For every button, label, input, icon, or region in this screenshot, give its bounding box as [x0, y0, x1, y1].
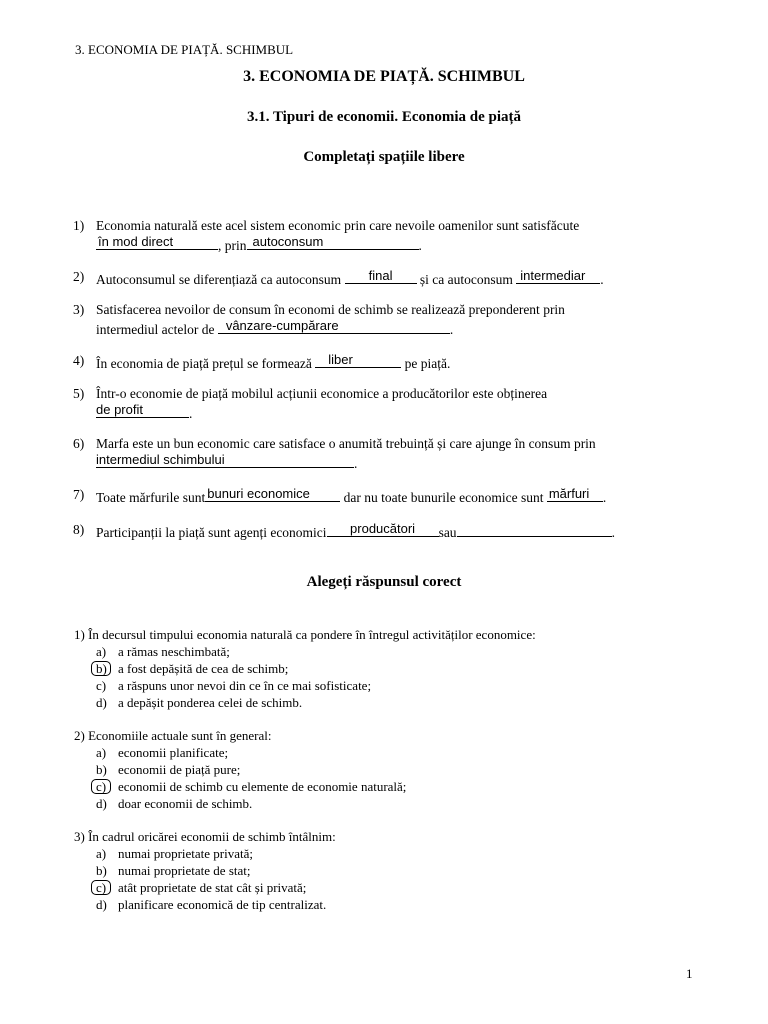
- option-2c[interactable]: c) economii de schimb cu elemente de economie naturală;: [96, 778, 406, 795]
- option-1b[interactable]: b) a fost depășită de cea de schimb;: [96, 660, 288, 677]
- section-subtitle: 3.1. Tipuri de economii. Economia de piață: [246, 109, 522, 125]
- option-1a[interactable]: a) a rămas neschimbată;: [96, 644, 230, 659]
- option-2b[interactable]: b) economii de piață pure;: [96, 762, 241, 777]
- option-3a[interactable]: a) numai proprietate privată;: [96, 846, 254, 861]
- answer-blank[interactable]: [457, 521, 612, 537]
- question-number: 7): [73, 487, 85, 502]
- option-1d[interactable]: d) a depășit ponderea celei de schimb.: [96, 695, 303, 710]
- selected-answer-circle: [91, 779, 111, 794]
- choice-question-1: 1) În decursul timpului economia naturală ca pondere în întregul activităților economice:: [74, 627, 536, 642]
- answer-text: vânzare-cumpărare: [225, 318, 339, 333]
- multiple-choice-heading: Alegeți răspunsul corect: [306, 574, 462, 590]
- answer-blank[interactable]: [205, 486, 340, 502]
- option-3c[interactable]: c) atât proprietate de stat cât și privată;: [96, 879, 306, 896]
- fill-blanks-heading: Completați spațiile libere: [303, 149, 465, 165]
- document-title: 3. ECONOMIA DE PIAȚĂ. SCHIMBUL: [243, 68, 525, 85]
- option-2a[interactable]: a) economii planificate;: [96, 745, 229, 760]
- question-number: 4): [73, 353, 85, 368]
- answer-text: intermediul schimbului: [96, 452, 225, 467]
- question-number: 6): [73, 436, 85, 451]
- page-number: 1: [686, 966, 693, 981]
- question-text: Satisfacerea nevoilor de consum în economi de schimb se realizează preponderent prin: [96, 302, 565, 317]
- question-text: Marfa este un bun economic care satisface o anumită trebuință și care ajunge în consum prin: [96, 436, 596, 451]
- option-2d[interactable]: d) doar economii de schimb.: [96, 796, 253, 811]
- answer-text: bunuri economice: [207, 486, 310, 501]
- question-number: 8): [73, 522, 85, 537]
- answer-text: mărfuri: [548, 486, 590, 501]
- document-page: 3. ECONOMIA DE PIAȚĂ. SCHIMBUL 3. ECONOMIA DE PIAȚĂ. SCHIMBUL 3.1. Tipuri de economii. Economia de piață Completați spațiile libere 1) Economia naturală este acel sistem economic prin care nevoile oamenilor sunt satisfăcute în mod direct , prin autoconsum . 2) Autoconsumul se diferențiază ca autoconsum final și ca autoconsum intermediar . 3) Satisfacerea nevoilor de consum în economi de schimb se realizează preponderent prin intermediul actelor de vânzare-cumpărare . 4) În economia de piață prețul se formează liber pe piață. 5) Într-o economie de piață mobilul acțiunii economice a producătorilor este obținerea de profit . 6) Marfa este un bun economic care satisface o anumită trebuință și care ajunge în consum prin intermediul schimbului . 7) Toate mărfurile sunt bunuri economice dar nu toate bunurile economice sunt mărfuri . 8) Participanții la piață sunt agenți economici producători sau . Alegeți răspunsul corect 1) În decursul timpului economia naturală ca pondere în întregul activităților economice: a) a rămas neschimbată; b) a fost depășită de cea de schimb; c) a răspuns unor nevoi din ce în ce mai sofisticate; d) a depășit ponderea celei de schimb. 2) Economiile actuale sunt în general: a) economii planificate; b) economii de piață pure; c) economii de schimb cu elemente de economie naturală; d) doar economii de schimb. 3) În cadrul oricărei economii de schimb întâlnim: a) numai proprietate privată; b) numai proprietate de stat; c) atât proprietate de stat cât și privată; d) planificare economică de tip centralizat. 1: [0, 0, 768, 1024]
- answer-text: liber: [328, 352, 353, 367]
- answer-blank[interactable]: [327, 521, 439, 537]
- question-text: Economia naturală este acel sistem economic prin care nevoile oamenilor sunt satisfăcute: [96, 218, 580, 233]
- selected-answer-circle: [91, 880, 111, 895]
- answer-text: de profit: [96, 402, 143, 417]
- answer-text: producători: [350, 521, 416, 536]
- answer-blank[interactable]: [96, 452, 354, 468]
- option-3b[interactable]: b) numai proprietate de stat;: [96, 863, 251, 878]
- answer-text: final: [368, 268, 393, 283]
- option-3d[interactable]: d) planificare economică de tip centralizat.: [96, 897, 327, 912]
- question-text: În economia de piață prețul se formează liber pe piață.: [96, 352, 451, 371]
- question-number: 3): [73, 302, 85, 317]
- selected-answer-circle: [91, 661, 111, 676]
- question-number: 1): [73, 218, 85, 233]
- answer-blank[interactable]: [218, 318, 450, 334]
- question-text: Toate mărfurile sunt bunuri economice dar nu toate bunurile economice sunt mărfuri .: [96, 486, 607, 505]
- answer-blank[interactable]: [547, 486, 603, 502]
- answer-blank[interactable]: [345, 268, 417, 284]
- answer-text: autoconsum: [252, 234, 324, 249]
- answer-blank[interactable]: [315, 352, 401, 368]
- question-number: 2): [73, 269, 85, 284]
- option-1c[interactable]: c) a răspuns unor nevoi din ce în ce mai sofisticate;: [96, 678, 372, 693]
- choice-question-2: 2) Economiile actuale sunt în general:: [74, 728, 272, 743]
- answer-blank[interactable]: [247, 234, 419, 250]
- choice-question-3: 3) În cadrul oricărei economii de schimb întâlnim:: [74, 829, 336, 844]
- answer-text: intermediar: [520, 268, 586, 283]
- answer-text: în mod direct: [98, 234, 174, 249]
- question-number: 5): [73, 386, 85, 401]
- answer-blank[interactable]: [96, 234, 218, 250]
- answer-blank[interactable]: [96, 402, 189, 418]
- question-text: Într-o economie de piață mobilul acțiunii economice a producătorilor este obținerea: [96, 386, 548, 401]
- question-text: Participanții la piață sunt agenți economici producători sau .: [96, 521, 615, 540]
- running-header: 3. ECONOMIA DE PIAȚĂ. SCHIMBUL: [75, 42, 294, 57]
- question-text: Autoconsumul se diferențiază ca autoconsum final și ca autoconsum intermediar .: [96, 268, 604, 287]
- answer-blank[interactable]: [516, 268, 600, 284]
